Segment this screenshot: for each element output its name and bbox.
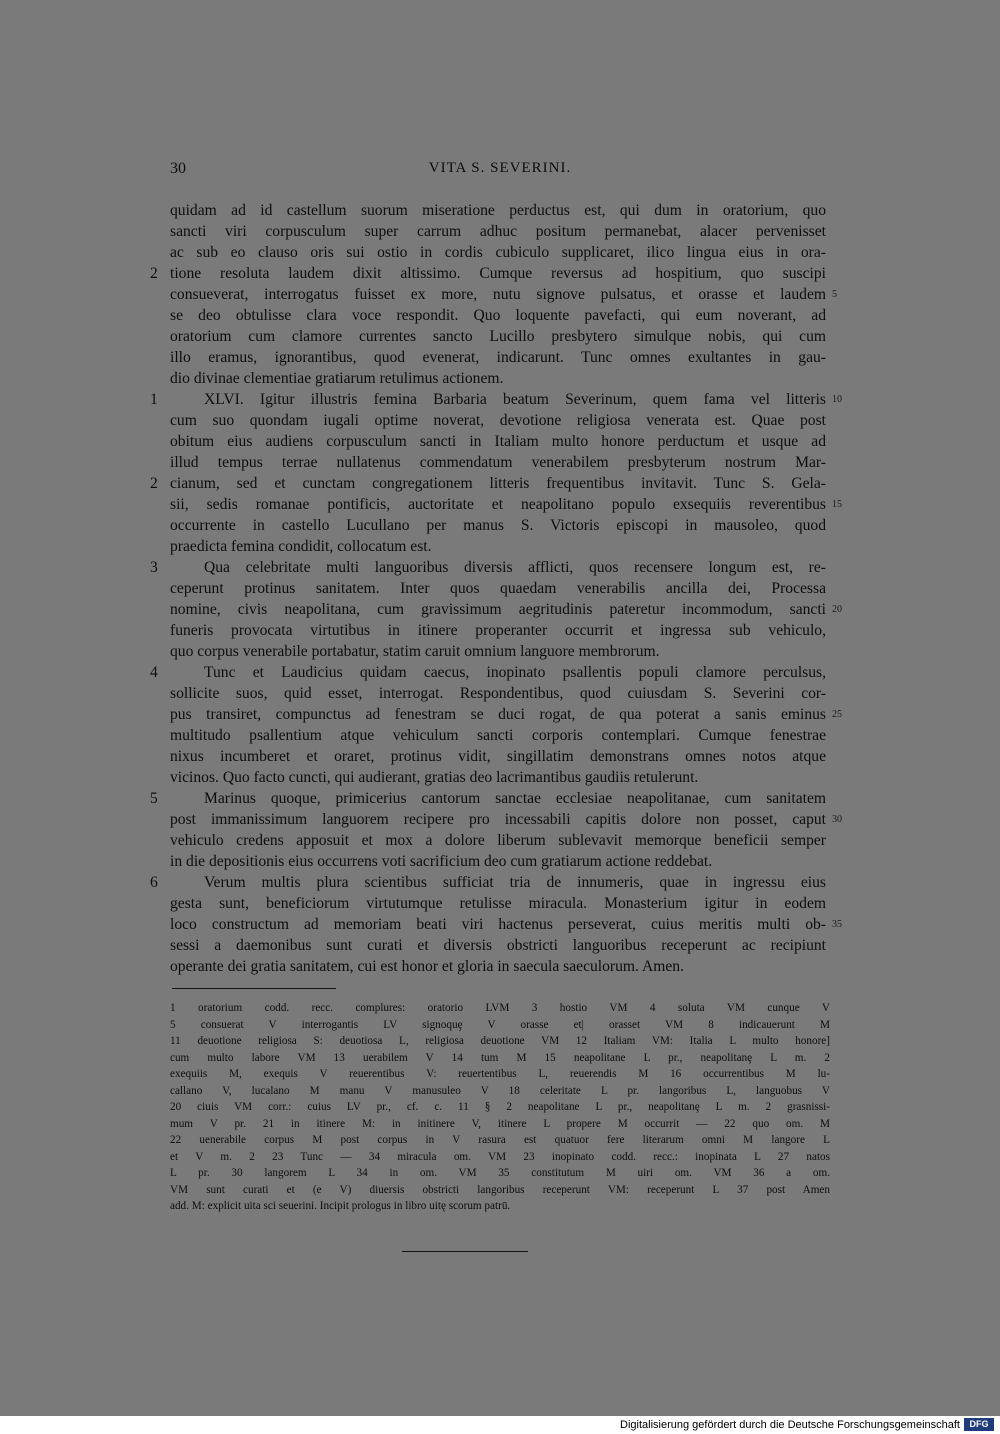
text-line: dio divinae clementiae gratiarum retulimus actionem. bbox=[170, 370, 504, 387]
text-line: Verum multis plura scientibus sufficiat tria de innumeris, quae in ingressu eius bbox=[204, 874, 826, 891]
apparatus-line: VM sunt curati et (e V) diuersis obstricti langoribus receperunt VM: receperunt L 37 post Amen bbox=[170, 1183, 830, 1196]
paragraph-number: 6 bbox=[150, 874, 158, 891]
text-line: cianum, sed et cunctam congregationem litteris frequentibus invitavit. Tunc S. Gela- bbox=[170, 475, 826, 492]
apparatus-line: cum multo labore VM 13 uerabilem V 14 tum M 15 neapolitane L pr., neapolitanȩ L m. 2 bbox=[170, 1051, 830, 1064]
line-number: 15 bbox=[832, 499, 842, 510]
paragraph-number: 4 bbox=[150, 664, 158, 681]
apparatus-line: callano V, lucalano M manu V manusuleo V 18 celeritate L pr. langoribus L, languobus V bbox=[170, 1084, 830, 1097]
page-number: 30 bbox=[170, 160, 186, 177]
apparatus-line: 20 ciuis VM corr.: cuius LV pr., cf. c. 11 § 2 neapolitane L pr., neapolitanȩ L m. 2 grasnissi- bbox=[170, 1101, 830, 1113]
apparatus-line: exequiis M, exequis V reuerentibus V: reuertentibus L, reuerendis M 16 occurrentibus M lu- bbox=[170, 1068, 830, 1080]
line-number: 10 bbox=[832, 394, 842, 405]
text-line: operante dei gratia sanitatem, cui est honor et gloria in saecula saeculorum. Amen. bbox=[170, 958, 684, 975]
page-header bbox=[170, 160, 830, 184]
paragraph-number: 2 bbox=[150, 475, 158, 492]
text-line: consueverat, interrogatus fuisset ex more, nutu signove pulsatus, et orasse et laudem bbox=[170, 286, 826, 303]
paragraph-number: 5 bbox=[150, 790, 158, 807]
text-line: loco constructum ad memoriam beati viri hactenus perseverat, cuius meritis multi ob- bbox=[170, 916, 826, 933]
running-title: VITA S. SEVERINI. bbox=[428, 160, 572, 176]
text-line: quo corpus venerabile portabatur, statim caruit omnium languore membrorum. bbox=[170, 643, 660, 660]
text-line: sii, sedis romanae pontificis, auctoritate et neapolitano populo exsequiis reverentibus bbox=[170, 496, 826, 513]
text-line: post immanissimum languorem recipere pro incessabili capitis dolore non posset, caput bbox=[170, 811, 826, 828]
footer-bar bbox=[0, 1416, 1000, 1434]
line-number: 5 bbox=[832, 289, 837, 300]
text-line: oratorium cum clamore currentes sancto Lucillo presbytero simulque nobis, qui cum bbox=[170, 328, 826, 345]
text-line: pus transiret, compunctus ad fenestram se duci rogat, de qua poterat a sanis eminus bbox=[170, 706, 826, 723]
text-line: Tunc et Laudicius quidam caecus, inopinato psallentis populi clamore perculsus, bbox=[204, 664, 826, 681]
paragraph-number: 3 bbox=[150, 559, 158, 576]
line-number: 35 bbox=[832, 919, 842, 930]
text-line: vicinos. Quo facto cuncti, qui audierant, gratias deo lacrimantibus gaudiis retulerunt. bbox=[170, 769, 699, 786]
text-line: tione resoluta laudem dixit altissimo. Cumque reversus ad hospitium, quo suscipi bbox=[170, 265, 826, 282]
dfg-logo: DFG bbox=[964, 1418, 994, 1431]
end-rule bbox=[402, 1251, 528, 1252]
apparatus-line: 22 uenerabile corpus M post corpus in V rasura est quatuor fere literarum omni M langore L bbox=[170, 1134, 830, 1146]
text-line: obitum eius audiens corpusculum sancti in Italiam multo honore perductum et usque ad bbox=[170, 433, 826, 450]
paragraph-number: 2 bbox=[150, 265, 158, 282]
text-line: praedicta femina condidit, collocatum est. bbox=[170, 538, 432, 555]
apparatus-line: L pr. 30 langorem L 34 in om. VM 35 constitutum M uiri om. VM 36 a om. bbox=[170, 1167, 830, 1179]
critical-apparatus bbox=[170, 1000, 830, 1215]
text-line: occurrente in castello Lucullano per manus S. Victoris episcopi in mausoleo, quod bbox=[170, 517, 826, 534]
paragraph-number: 1 bbox=[150, 391, 158, 408]
text-line: gesta sunt, beneficiorum virtutumque retulisse miracula. Monasterium igitur in eodem bbox=[170, 895, 826, 912]
apparatus-line: mum V pr. 21 in itinere M: in initinere V, itinere L propere M occurrit — 22 quo om. M bbox=[170, 1117, 830, 1130]
text-line: XLVI. Igitur illustris femina Barbaria beatum Severinum, quem fama vel litteris bbox=[204, 391, 826, 408]
line-number: 30 bbox=[832, 814, 842, 825]
text-line: Marinus quoque, primicerius cantorum sanctae ecclesiae neapolitanae, cum sanitatem bbox=[204, 790, 826, 807]
apparatus-divider bbox=[172, 988, 336, 989]
text-line: funeris provocata virtutibus in itinere properanter occurrit et ingressa sub vehiculo, bbox=[170, 622, 826, 639]
apparatus-line: 1 oratorium codd. recc. complures: oratorio LVM 3 hostio VM 4 soluta VM cunque V bbox=[170, 1002, 830, 1014]
text-line: cum suo quondam iugali optime noverat, devotione religiosa venerata est. Quae post bbox=[170, 412, 826, 429]
text-line: ceperunt protinus sanitatem. Inter quos quaedam venerabilis ancilla dei, Processa bbox=[170, 580, 826, 597]
text-line: sollicite suos, quid esset, interrogat. Respondentibus, quod cuiusdam S. Severini cor- bbox=[170, 685, 826, 702]
text-line: sancti viri corpusculum super carrum adhuc positum permanebat, alacer pervenisset bbox=[170, 223, 826, 240]
line-number: 20 bbox=[832, 604, 842, 615]
footer-credit: Digitalisierung gefördert durch die Deutsche Forschungsgemeinschaft bbox=[620, 1419, 960, 1431]
apparatus-line: 5 consuerat V interrogantis LV signoquȩ V orasse et| orasset VM 8 indicauerunt M bbox=[170, 1018, 830, 1031]
text-line: in die depositionis eius occurrens voti sacrificium deo cum gratiarum actione reddebat. bbox=[170, 853, 713, 870]
text-line: vehiculo credens apposuit et mox a dolore liberum sublevavit memorque beneficii semper bbox=[170, 832, 826, 849]
apparatus-line: add. M: explicit uita sci seuerini. Incipit prologus in libro uitę scorum patrū. bbox=[170, 1200, 511, 1212]
text-line: Qua celebritate multi languoribus diversis afflicti, quos recensere longum est, re- bbox=[204, 559, 826, 576]
text-line: illud tempus terrae nullatenus commendatum venerabilem presbyterum nostrum Mar- bbox=[170, 454, 826, 471]
text-line: sessi a daemonibus sunt curati et diversis obstricti languoribus receperunt ac recipiunt bbox=[170, 937, 826, 954]
text-line: multitudo psallentium atque vehiculum sancti corporis contemplari. Cumque fenestrae bbox=[170, 727, 826, 744]
apparatus-line: et V m. 2 23 Tunc — 34 miracula om. VM 23 inopinato codd. recc.: inopinata L 27 natos bbox=[170, 1150, 830, 1163]
text-line: nixus incumberet et oraret, protinus vidit, singillatim demonstrans omnes notos atque bbox=[170, 748, 826, 765]
line-number: 25 bbox=[832, 709, 842, 720]
text-line: ac sub eo clauso oris sui ostio in cordis cubiculo supplicaret, ilico lingua eius in ora- bbox=[170, 244, 826, 261]
text-line: illo eramus, ignorantibus, quod evenerat, indicarunt. Tunc omnes exultantes in gau- bbox=[170, 349, 826, 366]
text-line: quidam ad id castellum suorum miseratione perductus est, qui dum in oratorium, quo bbox=[170, 202, 826, 219]
text-line: nomine, civis neapolitana, cum gravissimum aegritudinis pateretur incommodum, sancti bbox=[170, 601, 826, 618]
apparatus-line: 11 deuotione religiosa S: deuotiosa L, religiosa deuotione VM 12 Italiam VM: Italia L multo honore] bbox=[170, 1035, 830, 1047]
text-line: se deo obtulisse clara voce respondit. Quo loquente pavefacti, qui eum noverant, ad bbox=[170, 307, 826, 324]
